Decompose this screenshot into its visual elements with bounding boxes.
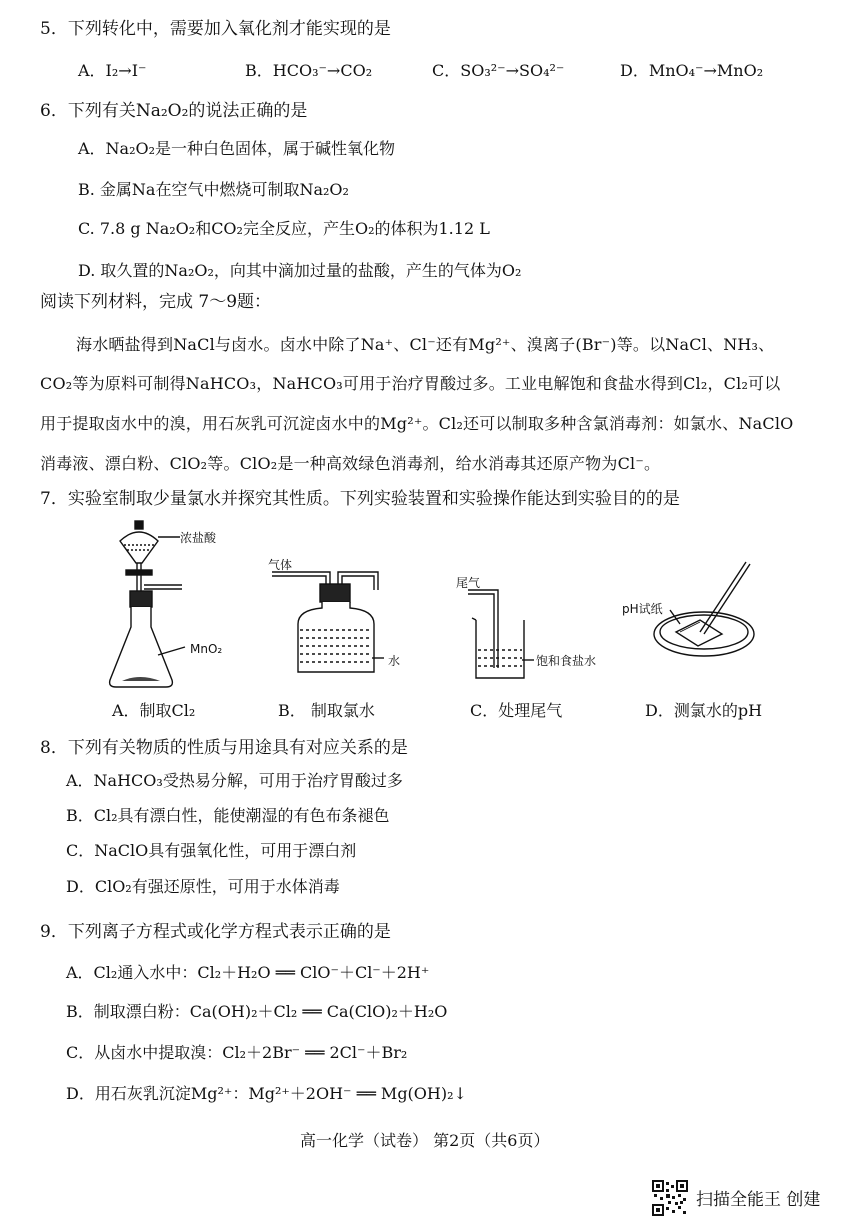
q6-option-a: A．Na₂O₂是一种白色固体，属于碱性氧化物 <box>78 139 396 158</box>
q6-stem: 6．下列有关Na₂O₂的说法正确的是 <box>40 101 308 121</box>
q5-option-b: B．HCO₃⁻→CO₂ <box>245 61 373 80</box>
q6-option-c: C. 7.8 g Na₂O₂和CO₂完全反应，产生O₂的体积为1.12 L <box>78 219 490 238</box>
label-gas: 气体 <box>268 558 293 572</box>
q5-stem: 5．下列转化中，需要加入氧化剂才能实现的是 <box>40 19 391 39</box>
q5-option-c: C．SO₃²⁻→SO₄²⁻ <box>432 61 565 80</box>
reading-intro: 阅读下列材料，完成 7～9题： <box>40 292 272 312</box>
apparatus-a-flask <box>100 515 250 695</box>
q7-stem: 7．实验室制取少量氯水并探究其性质。下列实验装置和实验操作能达到实验目的的是 <box>40 489 680 509</box>
label-ph-paper: pH试纸 <box>622 602 663 616</box>
page-footer: 高一化学（试卷） 第2页（共6页） <box>300 1131 550 1150</box>
label-brine: 饱和食盐水 <box>536 654 597 668</box>
q8-option-c: C．NaClO具有强氧化性，可用于漂白剂 <box>66 841 357 860</box>
qr-code-icon <box>652 1180 688 1216</box>
q9-option-a: A．Cl₂通入水中：Cl₂＋H₂O ══ ClO⁻＋Cl⁻＋2H⁺ <box>66 963 430 982</box>
label-water: 水 <box>388 654 401 668</box>
q7-caption-b: B． 制取氯水 <box>278 701 375 720</box>
q8-stem: 8．下列有关物质的性质与用途具有对应关系的是 <box>40 738 408 758</box>
q5-option-a: A．I₂→I⁻ <box>78 61 147 80</box>
reading-line-3: 用于提取卤水中的溴，用石灰乳可沉淀卤水中的Mg²⁺。Cl₂还可以制取多种含氯消毒剂：如氯水、NaClO <box>40 414 794 433</box>
q9-option-c: C．从卤水中提取溴：Cl₂＋2Br⁻ ══ 2Cl⁻＋Br₂ <box>66 1043 408 1062</box>
q7-caption-d: D．测氯水的pH <box>645 701 763 720</box>
q8-option-a: A．NaHCO₃受热易分解，可用于治疗胃酸过多 <box>66 771 403 790</box>
q8-option-b: B．Cl₂具有漂白性，能使潮湿的有色布条褪色 <box>66 806 390 825</box>
reading-line-2: CO₂等为原料可制得NaHCO₃，NaHCO₃可用于治疗胃酸过多。工业电解饱和食盐水得到Cl₂，Cl₂可以 <box>40 374 781 393</box>
q5-option-d: D．MnO₄⁻→MnO₂ <box>620 61 764 80</box>
label-mno2: MnO₂ <box>190 642 223 656</box>
q7-caption-a: A．制取Cl₂ <box>112 701 196 720</box>
reading-line-1: 海水晒盐得到NaCl与卤水。卤水中除了Na⁺、Cl⁻还有Mg²⁺、溴离子(Br⁻)等。以NaCl、NH₃、 <box>76 335 775 354</box>
scanner-watermark-text: 扫描全能王 创建 <box>696 1190 821 1210</box>
label-conc-hcl: 浓盐酸 <box>180 531 217 545</box>
reading-line-4: 消毒液、漂白粉、ClO₂等。ClO₂是一种高效绿色消毒剂，给水消毒其还原产物为Cl⁻。 <box>40 454 661 473</box>
label-tail-gas: 尾气 <box>456 576 481 590</box>
q6-option-d: D. 取久置的Na₂O₂，向其中滴加过量的盐酸，产生的气体为O₂ <box>78 261 522 280</box>
q9-option-b: B．制取漂白粉：Ca(OH)₂＋Cl₂ ══ Ca(ClO)₂＋H₂O <box>66 1002 448 1021</box>
q6-option-b: B. 金属Na在空气中燃烧可制取Na₂O₂ <box>78 180 349 199</box>
q8-option-d: D．ClO₂有强还原性，可用于水体消毒 <box>66 877 340 896</box>
q9-option-d: D．用石灰乳沉淀Mg²⁺：Mg²⁺＋2OH⁻ ══ Mg(OH)₂↓ <box>66 1084 467 1103</box>
apparatus-b-wash-bottle <box>268 560 408 680</box>
q7-caption-c: C．处理尾气 <box>470 701 563 720</box>
apparatus-c-beaker <box>458 580 628 690</box>
q9-stem: 9．下列离子方程式或化学方程式表示正确的是 <box>40 922 391 942</box>
